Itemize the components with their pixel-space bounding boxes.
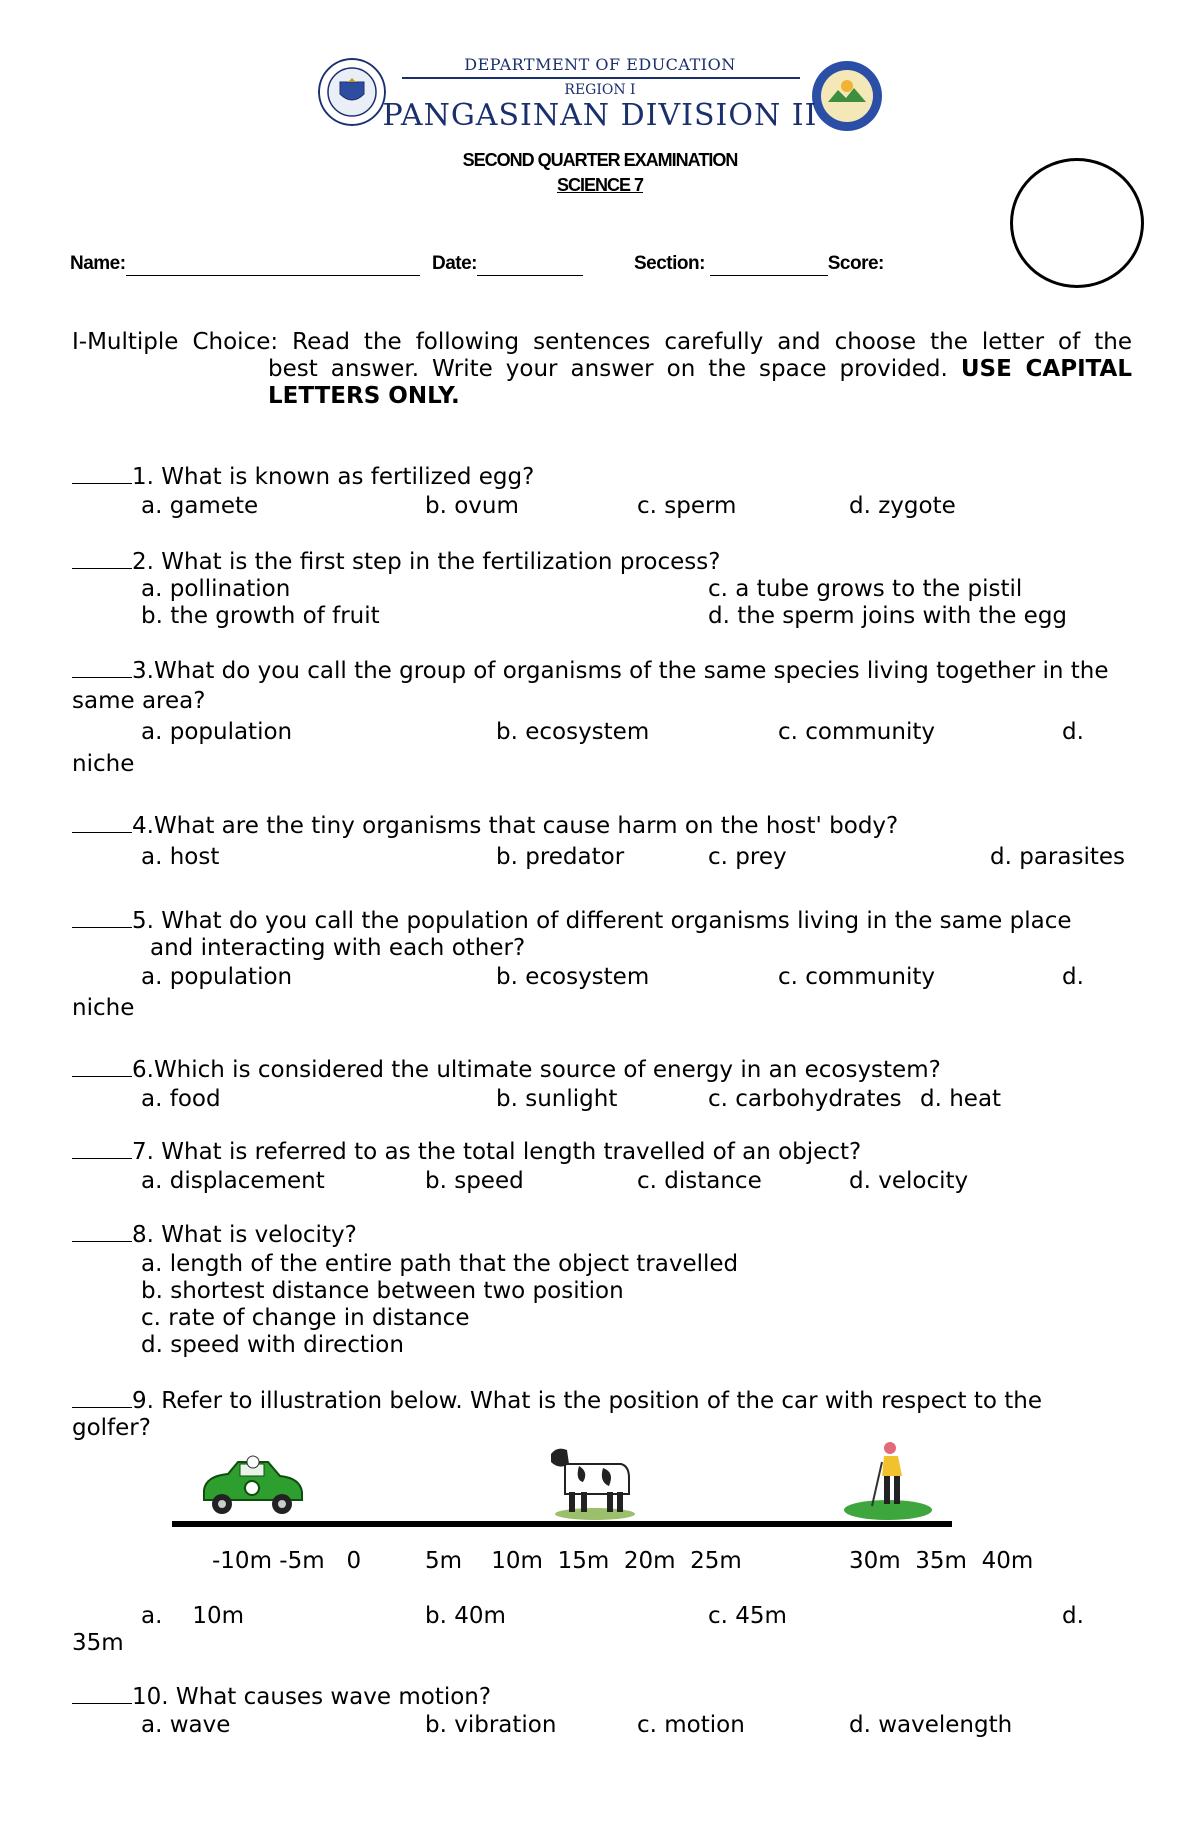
q3-option-d-cont: niche xyxy=(72,751,135,777)
question-5 xyxy=(72,908,1132,935)
question-4-stem: 4.What are the tiny organisms that cause harm on the host' body? xyxy=(132,813,899,839)
q1-option-d: d. zygote xyxy=(849,493,956,519)
answer-blank-9[interactable] xyxy=(72,1389,132,1408)
q6-option-c: c. carbohydrates xyxy=(708,1086,902,1112)
q9-option-d-cont: 35m xyxy=(72,1630,124,1656)
question-9-stem-cont: golfer? xyxy=(72,1415,151,1441)
instructions-text: best answer. Write your answer on the space provided. xyxy=(268,356,948,382)
answer-blank-7[interactable] xyxy=(72,1140,132,1159)
q3-option-c: c. community xyxy=(778,719,935,745)
instructions-line-3: LETTERS ONLY. xyxy=(268,383,460,409)
q9-option-d: d. xyxy=(1062,1603,1084,1629)
q5-option-d: d. xyxy=(1062,964,1084,990)
question-1-stem: 1. What is known as fertilized egg? xyxy=(132,464,535,490)
q8-option-d: d. speed with direction xyxy=(141,1332,404,1358)
name-field[interactable] xyxy=(70,253,420,276)
question-5-stem-cont: and interacting with each other? xyxy=(150,935,526,961)
q3-option-d: d. xyxy=(1062,719,1084,745)
q4-option-b: b. predator xyxy=(496,844,625,870)
score-circle xyxy=(1010,158,1144,288)
car-illustration xyxy=(198,1450,306,1518)
answer-blank-3[interactable] xyxy=(72,659,132,678)
q6-option-a: a. food xyxy=(141,1086,221,1112)
q2-option-c: c. a tube grows to the pistil xyxy=(708,576,1023,602)
question-6-stem: 6.Which is considered the ultimate source of energy in an ecosystem? xyxy=(132,1057,941,1083)
q5-option-a: a. population xyxy=(141,964,293,990)
q1-option-a: a. gamete xyxy=(141,493,259,519)
q5-option-c: c. community xyxy=(778,964,935,990)
region-label: REGION I xyxy=(564,82,636,98)
answer-blank-2[interactable] xyxy=(72,550,132,569)
instructions xyxy=(72,329,1132,410)
q7-option-a: a. displacement xyxy=(141,1168,325,1194)
q5-option-d-cont: niche xyxy=(72,995,135,1021)
q8-option-a: a. length of the entire path that the object travelled xyxy=(141,1251,739,1277)
question-9 xyxy=(72,1388,1042,1415)
q10-option-c: c. motion xyxy=(637,1712,745,1738)
q4-option-c: c. prey xyxy=(708,844,787,870)
question-9-stem: 9. Refer to illustration below. What is the position of the car with respect to the xyxy=(132,1388,1042,1414)
answer-blank-5[interactable] xyxy=(72,909,132,928)
section-label: Section: xyxy=(634,253,705,274)
answer-blank-10[interactable] xyxy=(72,1685,132,1704)
q9-option-a-value: 10m xyxy=(192,1603,245,1629)
q4-option-a: a. host xyxy=(141,844,220,870)
header-rule xyxy=(402,77,800,79)
question-3-stem: 3.What do you call the group of organisms of the same species living together in the xyxy=(132,658,1109,684)
q5-option-b: b. ecosystem xyxy=(496,964,650,990)
instructions-emphasis: USE CAPITAL xyxy=(960,356,1132,382)
q3-option-b: b. ecosystem xyxy=(496,719,650,745)
question-8 xyxy=(72,1222,357,1249)
answer-blank-1[interactable] xyxy=(72,465,132,484)
date-field[interactable] xyxy=(432,253,583,276)
number-line-labels-mid: 5m 10m 15m 20m 25m xyxy=(425,1548,742,1574)
q2-option-d: d. the sperm joins with the egg xyxy=(708,603,1068,629)
golfer-illustration xyxy=(842,1440,934,1520)
cow-illustration xyxy=(545,1440,641,1522)
answer-blank-6[interactable] xyxy=(72,1058,132,1077)
question-4 xyxy=(72,813,898,840)
question-3 xyxy=(72,658,1109,685)
instructions-line-2 xyxy=(72,356,1132,383)
q7-option-d: d. velocity xyxy=(849,1168,969,1194)
q7-option-c: c. distance xyxy=(637,1168,762,1194)
question-7-stem: 7. What is referred to as the total length travelled of an object? xyxy=(132,1139,862,1165)
question-2-stem: 2. What is the first step in the fertilization process? xyxy=(132,549,721,575)
question-8-stem: 8. What is velocity? xyxy=(132,1222,357,1248)
exam-title: SECOND QUARTER EXAMINATION xyxy=(462,150,738,170)
q6-option-b: b. sunlight xyxy=(496,1086,618,1112)
q1-option-b: b. ovum xyxy=(425,493,519,519)
q9-option-a xyxy=(141,1603,244,1630)
section-field[interactable] xyxy=(634,253,884,276)
q2-option-b: b. the growth of fruit xyxy=(141,603,380,629)
question-5-stem: 5. What do you call the population of different organisms living in the same place xyxy=(132,908,1072,934)
section-line[interactable] xyxy=(710,253,828,276)
question-6 xyxy=(72,1057,941,1084)
score-label: Score: xyxy=(827,253,884,274)
q10-option-d: d. wavelength xyxy=(849,1712,1013,1738)
instructions-line-1: I-Multiple Choice: Read the following sentences carefully and choose the letter of the xyxy=(72,329,1132,355)
number-line-labels-left: -10m -5m 0 xyxy=(212,1548,362,1574)
q8-option-b: b. shortest distance between two position xyxy=(141,1278,624,1304)
number-line-labels-right: 30m 35m 40m xyxy=(849,1548,1034,1574)
date-line[interactable] xyxy=(477,253,583,276)
q1-option-c: c. sperm xyxy=(637,493,737,519)
q8-option-c: c. rate of change in distance xyxy=(141,1305,470,1331)
q7-option-b: b. speed xyxy=(425,1168,524,1194)
division-title: PANGASINAN DIVISION II xyxy=(382,98,818,133)
question-2 xyxy=(72,549,720,576)
q3-option-a: a. population xyxy=(141,719,293,745)
q10-option-b: b. vibration xyxy=(425,1712,557,1738)
date-label: Date: xyxy=(432,253,478,274)
subject-title: SCIENCE 7 xyxy=(556,175,644,195)
name-label: Name: xyxy=(70,253,126,274)
q2-option-a: a. pollination xyxy=(141,576,291,602)
number-line xyxy=(172,1521,952,1527)
q9-option-c: c. 45m xyxy=(708,1603,787,1629)
q4-option-d: d. parasites xyxy=(990,844,1125,870)
q9-option-b: b. 40m xyxy=(425,1603,506,1629)
answer-blank-4[interactable] xyxy=(72,814,132,833)
question-10-stem: 10. What causes wave motion? xyxy=(132,1684,492,1710)
question-3-stem-cont: same area? xyxy=(72,688,206,714)
answer-blank-8[interactable] xyxy=(72,1223,132,1242)
question-1 xyxy=(72,464,534,491)
question-7 xyxy=(72,1139,861,1166)
q10-option-a: a. wave xyxy=(141,1712,231,1738)
q6-option-d: d. heat xyxy=(920,1086,1002,1112)
name-line[interactable] xyxy=(126,253,420,276)
q9-option-a-letter: a. xyxy=(141,1603,163,1629)
department-title: DEPARTMENT OF EDUCATION xyxy=(464,55,736,74)
question-10 xyxy=(72,1684,491,1711)
